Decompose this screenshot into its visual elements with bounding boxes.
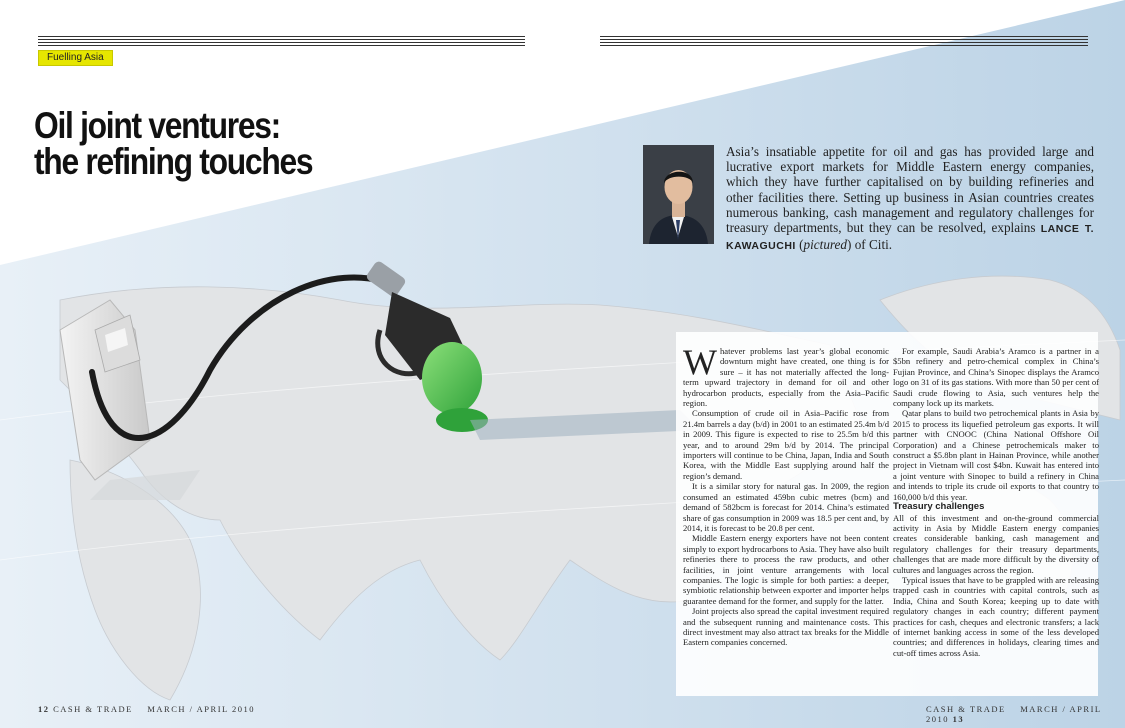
pictured-close: ) of Citi. bbox=[847, 237, 893, 253]
page-number-left: 12 bbox=[38, 704, 50, 714]
issue-date-right: MARCH / APRIL 2010 bbox=[926, 704, 1102, 724]
section-tag: Fuelling Asia bbox=[38, 50, 113, 66]
body-paragraph: Whatever problems last year’s global economic downturn might have created, one thing is for sure – it has not materially affected the long-term upward trajectory in demand for oil and other hydrocarbon products, especially from the Asia–Pacific region. bbox=[683, 342, 889, 409]
body-paragraph: Qatar plans to build two petrochemical plants in Asia by 2015 to process its liquefied petroleum gas exports. It will partner with CNOOC (China National Offshore Oil Corporation) and a Chinese petrochemicals maker to construct a $5.8bn plant in Hainan Province, while another project in Vietnam will cost $4bn. Kuwait has entered into a joint venture with Sinopec to build a refinery in China and intends to triple its crude oil exports to that country to 160,000 b/d this year. bbox=[893, 408, 1099, 502]
top-rule-right bbox=[600, 36, 1088, 48]
standfirst-text: Asia’s insatiable appetite for oil and gas has provided large and lucrative export markets for Middle Eastern energy companies, which they have further capitalised on by building refineries and other facilities there. Setting up business in Asian countries creates numerous banking, cash management and regulatory challenges for treasury departments, but they can be resolved, explains bbox=[726, 144, 1094, 236]
top-rule-left bbox=[38, 36, 525, 48]
body-paragraph: Middle Eastern energy exporters have not been content simply to export hydrocarbons to Asia. They have also built refineries there to process the raw products, and other facilities, in joint venture arrangements with local companies. The logic is simple for both parties: a deeper, symbiotic relationship between exporter and importer helps guarantee demand for the former, and supply for the latter. bbox=[683, 533, 889, 606]
page-number-right: 13 bbox=[952, 714, 965, 724]
author-byline: LANCE T. KAWAGUCHI bbox=[726, 223, 1095, 253]
headline-line-1: Oil joint ventures: bbox=[34, 105, 281, 146]
folio-right bbox=[926, 704, 1125, 724]
body-paragraph: All of this investment and on-the-ground commercial activity in Asia by Middle Eastern energy companies creates considerable banking, cash management and regulatory challenges for their treasury departments, challenges that are made more difficult by the diversity of cultures and languages across the region. bbox=[893, 512, 1099, 575]
portrait-image bbox=[643, 145, 714, 244]
body-paragraph: Typical issues that have to be grappled with are releasing trapped cash in countries with capital controls, such as India, China and South Korea; keeping up to date with regulatory changes in each country; different payment practices for cash, cheques and electronic transfers; a lack of internet banking access in some of the less developed countries; and differences in holidays, clearing times and cut-off times across Asia. bbox=[893, 574, 1099, 658]
headline-line-2: the refining touches bbox=[34, 141, 313, 182]
issue-date-left: MARCH / APRIL 2010 bbox=[147, 704, 256, 714]
article-standfirst bbox=[726, 144, 1094, 254]
body-paragraph: Joint projects also spread the capital investment required and the subsequent running and maintenance costs. This direct investment may also attract tax breaks for the Middle Eastern companies concerned. bbox=[683, 606, 889, 648]
publication-name-left: CASH & TRADE bbox=[53, 704, 133, 714]
body-paragraph: It is a similar story for natural gas. In 2009, the region consumed an estimated 459bn cubic metres (bcm) and demand of 582bcm is forecast for 2014. China’s estimated share of gas consumption in 2009 was 18.5 per cent and, by 2014, it is forecast to be 20.8 per cent. bbox=[683, 481, 889, 533]
drop-cap: W bbox=[683, 342, 717, 382]
pictured-note: pictured bbox=[803, 237, 848, 253]
folio-left bbox=[38, 704, 255, 714]
body-paragraph: For example, Saudi Arabia’s Aramco is a partner in a $5bn refinery and petro-chemical complex in China’s Fujian Province, and China’s Sinopec displays the Aramco logo on 31 of its gas stations. With more than 50 per cent of Saudi crude flowing to Asia, such ventures help the company lock up its markets. bbox=[893, 346, 1099, 409]
body-paragraph: Consumption of crude oil in Asia–Pacific rose from 21.4m barrels a day (b/d) in 2001 to an estimated 25.4m b/d in 2009. This figure is expected to rise to 25.5m b/d this year, and to around 29m b/d by 2014. The principal importers will continue to be China, Japan, India and South Korea, with the Middle East supplying around half the region’s demand. bbox=[683, 408, 889, 481]
section-subheading: Treasury challenges bbox=[893, 501, 985, 513]
body-column-1 bbox=[683, 342, 889, 648]
pictured-open: ( bbox=[795, 237, 804, 253]
article-headline bbox=[34, 105, 313, 182]
publication-name-right: CASH & TRADE bbox=[926, 704, 1006, 714]
author-portrait bbox=[643, 145, 714, 244]
body-column-2 bbox=[893, 346, 1099, 658]
